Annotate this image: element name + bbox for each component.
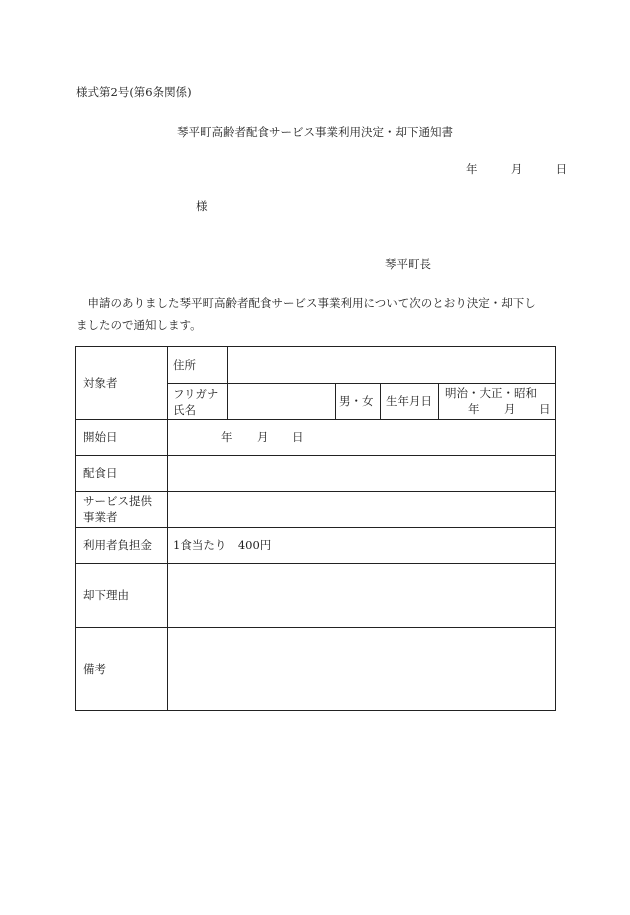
start-date-label: 開始日 — [83, 430, 118, 444]
birthdate-label: 生年月日 — [386, 394, 432, 408]
birth-day-label: 日 — [539, 402, 551, 416]
start-month-label: 月 — [257, 430, 269, 444]
subject-label: 対象者 — [83, 376, 118, 390]
addressee-honorific: 様 — [196, 199, 208, 213]
provider-label-line-1: サービス提供 — [83, 494, 152, 508]
table-col-divider — [380, 383, 381, 419]
furigana-label: フリガナ — [173, 387, 219, 401]
document-title: 琴平町高齢者配食サービス事業利用決定・却下通知書 — [177, 125, 453, 139]
notice-body-line-1: 申請のありました琴平町高齢者配食サービス事業利用について次のとおり決定・却下し — [76, 296, 536, 310]
table-col-divider — [335, 383, 336, 419]
provider-label-line-2: 事業者 — [83, 510, 118, 524]
month-label: 月 — [510, 162, 523, 176]
issuer-name: 琴平町長 — [385, 257, 431, 271]
delivery-day-label: 配食日 — [83, 466, 118, 480]
name-label: 氏名 — [173, 403, 196, 417]
notice-table — [75, 346, 556, 711]
table-row-divider — [76, 627, 555, 628]
table-col-divider — [438, 383, 439, 419]
table-row-divider — [76, 563, 555, 564]
table-row-divider — [76, 455, 555, 456]
era-options: 明治・大正・昭和 — [445, 386, 537, 400]
table-row-divider — [76, 491, 555, 492]
gender-options: 男・女 — [339, 394, 374, 408]
user-fee-label: 利用者負担金 — [83, 538, 152, 552]
form-number-label: 様式第2号(第6条関係) — [76, 85, 192, 99]
start-year-label: 年 — [221, 430, 233, 444]
year-label: 年 — [466, 162, 478, 176]
table-row-divider — [76, 419, 555, 420]
issue-date-line — [466, 161, 567, 177]
birth-year-label: 年 — [468, 402, 480, 416]
remarks-label: 備考 — [83, 662, 106, 676]
rejection-reason-label: 却下理由 — [83, 588, 129, 602]
birth-month-label: 月 — [504, 402, 516, 416]
notice-body — [76, 292, 556, 336]
notice-body-line-2: ましたので通知します。 — [76, 318, 202, 332]
day-label: 日 — [555, 162, 568, 176]
user-fee-value: 1食当たり 400円 — [173, 538, 272, 552]
table-col-divider — [167, 347, 168, 710]
address-label: 住所 — [173, 358, 196, 372]
table-row-divider — [76, 527, 555, 528]
table-row-divider — [167, 383, 555, 384]
start-day-label: 日 — [292, 430, 304, 444]
